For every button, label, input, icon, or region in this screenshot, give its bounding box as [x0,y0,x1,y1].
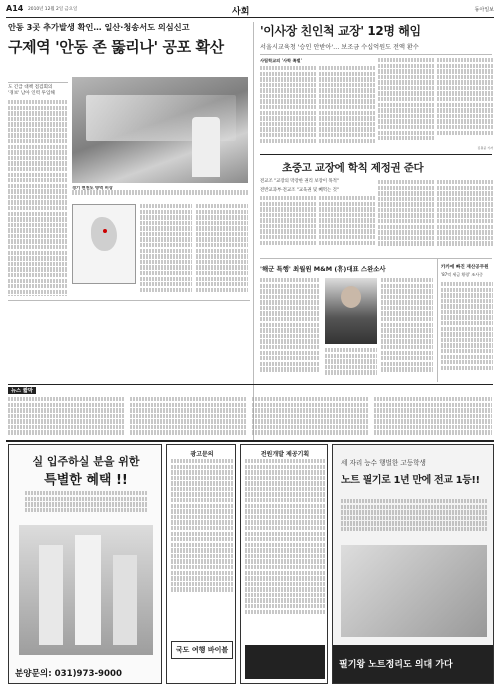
left-story-body-col-4 [196,204,248,296]
right-story-rule [260,154,492,155]
ad-left-apartment[interactable] [8,444,162,684]
ad-left-details [25,491,147,521]
ad-left-phone: 분양문의: 031)973-9000 [15,669,122,679]
map-outbreak-dot [103,229,107,233]
disinfection-photo [72,77,248,183]
portrait-face [341,286,361,308]
side-box-title: 카카에 빠진 재산공무원 [441,265,489,270]
ad-center-a-title: 광고문의 [190,451,214,458]
side-divider [437,258,438,382]
deck-line-1: 도 긴급 대책 점검회의 [8,85,53,90]
profile-body-col-3 [381,278,433,382]
left-story-deck [8,84,68,96]
deck-line-2: '경보' 남아 인력 투입해 [8,91,55,96]
right-story-body-col-2 [319,66,375,148]
ad-right-book-image [341,545,487,637]
paper-name: 동아일보 [474,7,494,13]
side-box-body [441,282,493,382]
ad-center-b-banner [245,645,325,679]
mid-sub-2: 전반교과부·전교조 "교육권 및 빼먹는 것" [260,188,339,193]
building-3 [113,555,137,645]
brief-4 [374,397,492,435]
building-1 [39,545,63,645]
side-box-sub: '87억 세금 횡령' 조사중 [441,272,484,277]
left-story-body-col-1 [8,100,68,296]
right-story-subhead: 서울시교육청 '승인 안받아'… 보조금 수십억원도 전액 환수 [260,44,419,51]
right-story-byline: 김원중 기자 [477,146,493,150]
right-story-lead-label: 사립학교의 '사학 족벌' [260,58,302,63]
ad-center-b-title: 전원개발 제공기획 [260,451,310,458]
ad-right-bottom-banner: 필기왕 노트정리도 의대 가다 [333,645,494,684]
ad-left-building-image [19,525,153,655]
ad-center-a-list [171,459,233,609]
brief-3 [252,397,368,435]
right-story-body-col-3 [378,58,434,148]
brief-2 [130,397,246,435]
left-bottom-rule [8,300,250,301]
profile-body-col-1 [260,278,320,382]
mid-story-headline: 초중고 교장에 학칙 제정권 준다 [282,162,424,174]
ad-center-development[interactable] [240,444,328,684]
ad-left-line-2: 특별한 혜택 !! [44,473,128,488]
column-divider [253,22,254,440]
mid-story-body-col-1 [260,196,316,252]
ad-center-classified[interactable] [166,444,236,684]
brief-1 [8,397,124,435]
ad-center-a-item: 국도 여행 바이블 [171,641,233,659]
building-2 [75,535,101,645]
ad-left-line-1: 실 입주하실 분을 위한 [32,455,140,468]
right-story-body-col-1 [260,66,316,148]
ad-right-line-1: 세 자리 능수 행벌한 고등학생 [341,459,426,467]
profile-body-col-2 [325,348,377,382]
right-story-kicker: '이사장 친인척 교장' 12명 해임 [260,24,421,38]
profile-portrait [325,278,377,344]
briefs-label: 뉴스 짧막 [8,387,36,394]
photo-caption-block [72,186,248,200]
deck-rule [8,82,68,83]
section-title: 사회 [232,7,250,17]
issue-date: 2010년 12월 2일 금요일 [28,7,78,12]
profile-box-title: '해군 특행' 최월원 M&M (휴)대표 스완소사 [260,265,386,273]
page-header [6,4,494,18]
photo-worker [192,117,220,177]
mid-story-body-col-2 [319,196,375,252]
outbreak-map [72,204,136,284]
ad-right-line-2: 노트 필기로 1년 만에 전교 1등!! [341,475,480,486]
ad-right-details [341,499,487,539]
mid-story-subheads [260,178,360,193]
mid-story-body-col-3 [378,180,434,252]
right-story-body-col-4 [437,58,493,148]
left-story-kicker: 안동 3곳 추가발생 확인… 일산·청송서도 의심신고 [8,22,190,32]
page-number: A14 [6,4,24,13]
ad-section-rule [6,440,494,442]
profile-top-rule [260,258,492,259]
right-subhead-rule [260,54,492,55]
mid-sub-1: 전교조 "교장의 막강한 권리 보장이 목적" [260,179,339,184]
left-story-body-col-3 [140,204,192,296]
ad-right-study-book[interactable] [332,444,494,684]
left-story-headline: 구제역 '안동 존 뚫리나' 공포 확산 [8,38,224,56]
mid-story-body-col-4 [437,180,493,252]
photo-caption-lead: 경기 연천도 방역 비상 [72,186,113,190]
map-region-shape [91,217,117,251]
ad-center-b-list [245,459,325,639]
news-briefs [8,384,493,436]
